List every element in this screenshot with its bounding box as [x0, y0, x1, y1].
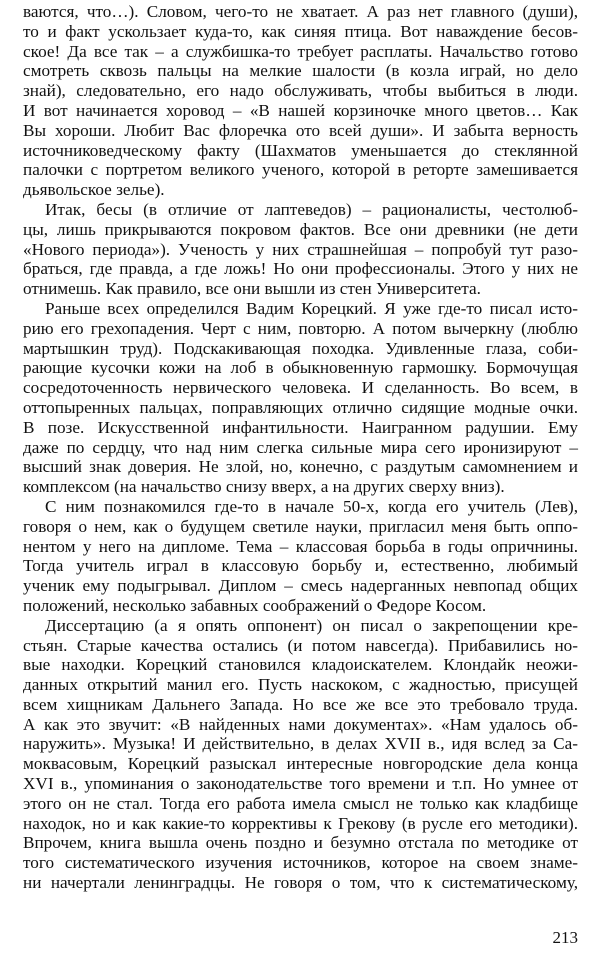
text-line: высший знак доверия. Не злой, но, конечно, с раздутым самомнением и — [23, 457, 578, 477]
text-line: А как это звучит: «В найденных нами документах». «Нам удалось об- — [23, 714, 578, 734]
text-line: рию его грехопадения. Черт с ним, повторю. А потом вычеркну (люблю — [23, 318, 578, 338]
text-line: стьян. Старые качества остались (и потом навсегда). Прибавились но- — [23, 635, 578, 655]
paragraph — [23, 497, 578, 616]
text-line: дьявольское зелье). — [23, 180, 165, 200]
text-line: С ним познакомился где-то в начале 50-х, когда его учитель (Лев), — [45, 496, 578, 516]
text-line: ни начертали ленинградцы. Не говоря о том, что к систематическому, — [23, 873, 578, 893]
text-line: Тогда учитель играл в классовую борьбу и, естественно, любимый — [23, 556, 578, 576]
text-line: Диссертацию (а я опять оппонент) он писал о закрепощении кре- — [45, 615, 578, 635]
paragraph — [23, 616, 578, 893]
text-line: ское! Да все так – а службишка-то требует расплаты. Начальство готово — [23, 41, 578, 61]
text-line: комплексом (на начальство снизу вверх, а на других сверху вниз). — [23, 477, 505, 497]
text-line: Вы хороши. Любит Вас флоречка ото всей души». И забыта верность — [23, 120, 578, 140]
text-line: вые находки. Корецкий становился кладоискателем. Клондайк неожи- — [23, 655, 578, 675]
text-line: того систематического изучения источников, которое на своем знаме- — [23, 853, 578, 873]
text-line: знай), следовательно, его надо обслуживать, чтобы выбиться в люди. — [23, 81, 578, 101]
paragraph — [23, 200, 578, 299]
text-line: источниковедческому факту (Шахматов уменьшается до стеклянной — [23, 140, 578, 160]
paragraph — [23, 299, 578, 497]
text-line: Впрочем, книга вышла очень поздно и безумно отстала по методике от — [23, 833, 578, 853]
page-number: 213 — [552, 928, 578, 947]
text-line: рающие кусочки кожи на лоб в обыкновенную гармошку. Бормочущая — [23, 358, 578, 378]
text-line: «Нового периода»). Ученость у них страшнейшая – попробуй тут разо- — [23, 239, 578, 259]
page-text — [23, 2, 578, 893]
text-line: данных открытий манил его. Пусть наскоком, с жадностью, присущей — [23, 675, 578, 695]
text-line: всем хищникам Дальнего Запада. Но все же все это требовало труда. — [23, 694, 578, 714]
text-line: Итак, бесы (в отличие от лаптеведов) – рационалисты, честолюб- — [45, 199, 578, 219]
text-line: даже по сердцу, что над ним слегка сильные мира сего иронизируют – — [23, 437, 578, 457]
text-line: цы, лишь прикрываются покровом фактов. Все они древники (не дети — [23, 219, 578, 239]
text-line: отнимешь. Как правило, все они вышли из стен Университета. — [23, 279, 481, 299]
text-line: нентом у него на дипломе. Тема – классовая борьба в годы опричнины. — [23, 536, 578, 556]
text-line: мартышкин труд). Подскакивающая походка. Удивленные глаза, соби- — [23, 338, 578, 358]
text-line: наружить». Музыка! И действительно, в делах XVII в., идя вслед за Са- — [23, 734, 578, 754]
text-line: моквасовым, Корецкий разыскал интересные новгородские дела конца — [23, 754, 578, 774]
text-line: Раньше всех определился Вадим Корецкий. Я уже где-то писал исто- — [45, 298, 578, 318]
text-line: этого он не стал. Тогда его работа имела смысл не только как кладбище — [23, 793, 578, 813]
text-line: браться, где правда, а где ложь! Но они профессионалы. Этого у них не — [23, 259, 578, 279]
text-line: говоря о нем, как о будущем светиле науки, пригласил меня быть оппо- — [23, 516, 578, 536]
text-line: смотреть сквозь пальцы на мелкие шалости (в козла играй, но дело — [23, 61, 578, 81]
text-line: оттопыренных пальцах, поправляющих отлично сидящие модные очки. — [23, 397, 578, 417]
text-line: ученик ему подыгрывал. Диплом – смесь надерганных невпопад общих — [23, 576, 578, 596]
paragraph — [23, 2, 578, 200]
text-line: то и факт ускользает куда-то, как синяя птица. Вот наваждение бесов- — [23, 21, 578, 41]
text-line: XVI в., упоминания о законодательстве того времени и т.п. Но умнее от — [23, 774, 578, 794]
text-line: В позе. Искусственной инфантильности. Наигранном радушии. Ему — [23, 417, 578, 437]
text-line: положений, несколько забавных соображений о Федоре Косом. — [23, 595, 487, 615]
text-line: И вот начинается хоровод – «В нашей корзиночке много цветов… Как — [23, 100, 578, 120]
text-line: сосредоточенность нервического человека. И сделанность. Во всем, в — [23, 378, 578, 398]
text-line: ваются, что…). Словом, чего-то не хватает. А раз нет главного (души), — [23, 2, 578, 21]
text-line: находок, но и как какие-то коррективы к Грекову (в русле его методики). — [23, 813, 578, 833]
text-line: палочки с портретом великого ученого, которой в реторте замешивается — [23, 160, 578, 180]
